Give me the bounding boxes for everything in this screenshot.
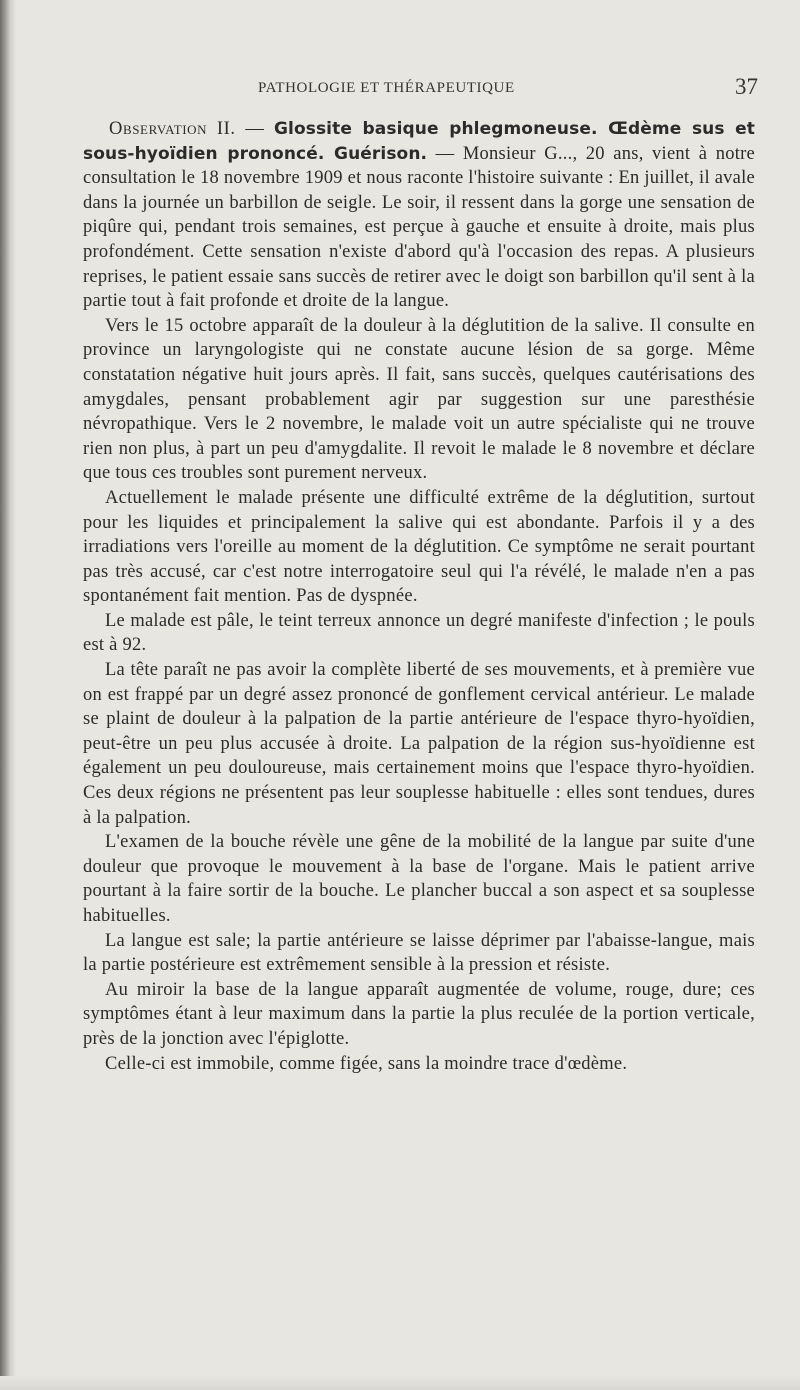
page-bottom-edge — [0, 1376, 800, 1390]
page-binding-edge — [0, 0, 16, 1390]
running-title: PATHOLOGIE ET THÉRAPEUTIQUE — [258, 80, 515, 96]
paragraph-7: Au miroir la base de la langue apparaît augmentée de volume, rouge, dure; ces symptômes étant à leur maximum dans la partie la plus reculée de la portion verticale, près de la jonction avec l'épiglotte. — [83, 979, 755, 1049]
observation-intro: — Monsieur G..., 20 ans, vient à notre consultation le 18 novembre 1909 et nous raconte l'histoire suivante : En juillet, il avale dans la journée un barbillon de seigle. Le soir, il ressent dans la gorge une sensation de piqûre qui, pendant trois semaines, est perçue à gauche et ensuite à droite, mais plus profondément. Cette sensation n'existe d'abord qu'à l'occasion des repas. A plusieurs reprises, le patient essaie sans succès de retirer avec le doigt son barbillon qu'il sent à la partie tout à fait profonde et droite de la langue. — [83, 143, 755, 312]
paragraph-8: Celle-ci est immobile, comme figée, sans la moindre trace d'œdème. — [105, 1053, 628, 1074]
observation-title: Glossite basique phlegmoneuse. Œdème sus et sous-hyoïdien prononcé. Guérison. — [83, 119, 756, 164]
paragraph-3: Le malade est pâle, le teint terreux annonce un degré manifeste d'infection ; le pouls est à 92. — [83, 610, 755, 656]
page-header — [258, 74, 758, 104]
paragraph-5: L'examen de la bouche révèle une gêne de la mobilité de la langue par suite d'une douleur que provoque le mouvement à la base de l'organe. Mais le patient arrive pourtant à la faire sortir de la bouche. Le plancher buccal a son aspect et sa souplesse habituelles. — [83, 832, 755, 926]
paragraph-4: La tête paraît ne pas avoir la complète liberté de ses mouvements, et à première vue on est frappé par un degré assez prononcé de gonflement cervical antérieur. Le malade se plaint de douleur à la palpation de la partie antérieure de l'espace thyro-hyoïdien, peut-être un peu plus accusée à droite. La palpation de la région sus-hyoïdienne est également un peu douloureuse, mais certainement moins que l'espace thyro-hyoïdien. Ces deux régions ne présentent pas leur souplesse habituelle : elles sont tendues, dures à la palpation. — [83, 660, 755, 828]
observation-label: Observation II. — — [109, 119, 265, 139]
paragraph-6: La langue est sale; la partie antérieure se laisse déprimer par l'abaisse-langue, mais la partie postérieure est extrêmement sensible à la pression et résiste. — [83, 930, 755, 976]
paragraph-1: Vers le 15 octobre apparaît de la douleur à la déglutition de la salive. Il consulte en province un laryngologiste qui ne constate aucune lésion de sa gorge. Même constatation négative huit jours après. Il fait, sans succès, quelques cautérisations des amygdales, pensant probablement agir par suggestion sur une paresthésie névropathique. Vers le 2 novembre, le malade voit un autre spécialiste qui ne trouve rien non plus, à part un peu d'amygdalite. Il revoit le malade le 8 novembre et déclare que tous ces troubles sont purement nerveux. — [83, 315, 755, 484]
page-number: 37 — [735, 74, 758, 99]
paragraph-2: Actuellement le malade présente une difficulté extrême de la déglutition, surtout pour les liquides et principalement la salive qui est abondante. Parfois il y a des irradiations vers l'oreille au moment de la déglutition. Ce symptôme ne serait pourtant pas très accusé, car c'est notre interrogatoire seul qui l'a révélé, le malade n'en a pas spontanément fait mention. Pas de dyspnée. — [83, 487, 755, 607]
body-text — [83, 117, 755, 1076]
observation-paragraph — [83, 117, 755, 314]
